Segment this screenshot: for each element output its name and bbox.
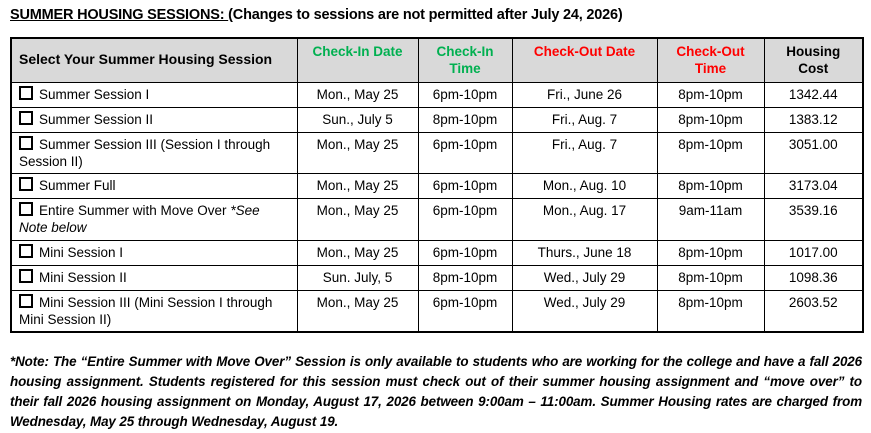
session-cell	[11, 132, 297, 174]
table-row	[11, 174, 863, 199]
checkbox-icon[interactable]	[19, 202, 33, 216]
check-in-date-cell: Sun. July, 5	[297, 265, 418, 290]
header-check-in-time: Check-In Time	[418, 38, 512, 82]
checkbox-icon[interactable]	[19, 86, 33, 100]
table-row	[11, 82, 863, 107]
check-out-date-cell: Mon., Aug. 17	[512, 199, 657, 241]
check-out-date-cell: Wed., July 29	[512, 265, 657, 290]
checkbox-icon[interactable]	[19, 269, 33, 283]
check-out-time-cell: 8pm-10pm	[657, 290, 764, 332]
check-out-time-cell: 8pm-10pm	[657, 82, 764, 107]
check-in-date-cell: Mon., May 25	[297, 132, 418, 174]
table-row	[11, 132, 863, 174]
session-label: Summer Full	[39, 178, 116, 194]
page-title	[10, 7, 862, 23]
session-label: Mini Session II	[39, 269, 127, 285]
footnote: *Note: The “Entire Summer with Move Over” Session is only available to students who are working for the college and have a fall 2026 housing assignment. Students registered for this session must check out of their summer housing assignment and “move over” to their fall 2026 housing assignment on Monday, August 17, 2026 between 9:00am – 11:00am. Summer Housing rates are charged from Wednesday, May 25 through Wednesday, August 19.	[10, 354, 862, 430]
check-in-date-cell: Mon., May 25	[297, 82, 418, 107]
check-in-date-cell: Mon., May 25	[297, 199, 418, 241]
check-out-date-cell: Fri., Aug. 7	[512, 132, 657, 174]
session-cell	[11, 107, 297, 132]
check-out-time-cell: 8pm-10pm	[657, 265, 764, 290]
check-in-date-cell: Sun., July 5	[297, 107, 418, 132]
housing-cost-cell: 1342.44	[764, 82, 863, 107]
check-in-date-cell: Mon., May 25	[297, 174, 418, 199]
check-in-time-cell: 6pm-10pm	[418, 132, 512, 174]
session-cell	[11, 290, 297, 332]
housing-cost-cell: 3539.16	[764, 199, 863, 241]
check-out-date-cell: Fri., June 26	[512, 82, 657, 107]
check-in-time-cell: 6pm-10pm	[418, 174, 512, 199]
header-check-out-time: Check-Out Time	[657, 38, 764, 82]
checkbox-icon[interactable]	[19, 294, 33, 308]
housing-sessions-table	[10, 37, 864, 333]
session-cell	[11, 174, 297, 199]
housing-cost-cell: 3173.04	[764, 174, 863, 199]
check-out-time-cell: 9am-11am	[657, 199, 764, 241]
check-in-time-cell: 6pm-10pm	[418, 82, 512, 107]
housing-cost-cell: 1383.12	[764, 107, 863, 132]
table-row	[11, 290, 863, 332]
check-out-time-cell: 8pm-10pm	[657, 240, 764, 265]
check-out-date-cell: Fri., Aug. 7	[512, 107, 657, 132]
header-check-out-date: Check-Out Date	[512, 38, 657, 82]
check-out-date-cell: Wed., July 29	[512, 290, 657, 332]
session-label: Entire Summer with Move Over	[39, 203, 231, 219]
session-label: Summer Session I	[39, 86, 150, 102]
housing-cost-cell: 1098.36	[764, 265, 863, 290]
housing-cost-cell: 3051.00	[764, 132, 863, 174]
checkbox-icon[interactable]	[19, 136, 33, 150]
session-note-label: *See Note below	[19, 203, 260, 236]
session-label: Mini Session III (Mini Session I through Mini Session II)	[19, 294, 273, 327]
checkbox-icon[interactable]	[19, 177, 33, 191]
check-out-date-cell: Mon., Aug. 10	[512, 174, 657, 199]
page-title-subtitle: (Changes to sessions are not permitted after July 24, 2026)	[228, 7, 623, 23]
table-row	[11, 265, 863, 290]
check-out-date-cell: Thurs., June 18	[512, 240, 657, 265]
check-out-time-cell: 8pm-10pm	[657, 132, 764, 174]
table-row	[11, 107, 863, 132]
page-title-heading: SUMMER HOUSING SESSIONS:	[10, 7, 229, 23]
header-check-in-date: Check-In Date	[297, 38, 418, 82]
check-in-time-cell: 6pm-10pm	[418, 290, 512, 332]
session-cell	[11, 265, 297, 290]
check-in-date-cell: Mon., May 25	[297, 290, 418, 332]
checkbox-icon[interactable]	[19, 244, 33, 258]
checkbox-icon[interactable]	[19, 111, 33, 125]
housing-cost-cell: 1017.00	[764, 240, 863, 265]
session-label: Summer Session III (Session I through Session II)	[19, 136, 271, 169]
housing-cost-cell: 2603.52	[764, 290, 863, 332]
check-in-time-cell: 6pm-10pm	[418, 199, 512, 241]
table-header-row	[11, 38, 863, 82]
session-label: Mini Session I	[39, 244, 124, 260]
check-in-time-cell: 8pm-10pm	[418, 107, 512, 132]
check-in-date-cell: Mon., May 25	[297, 240, 418, 265]
check-out-time-cell: 8pm-10pm	[657, 174, 764, 199]
check-in-time-cell: 6pm-10pm	[418, 240, 512, 265]
session-cell	[11, 82, 297, 107]
check-out-time-cell: 8pm-10pm	[657, 107, 764, 132]
session-label: Summer Session II	[39, 111, 154, 127]
session-cell	[11, 240, 297, 265]
check-in-time-cell: 8pm-10pm	[418, 265, 512, 290]
header-select-session: Select Your Summer Housing Session	[11, 38, 297, 82]
table-row	[11, 199, 863, 241]
session-cell	[11, 199, 297, 241]
header-housing-cost: Housing Cost	[764, 38, 863, 82]
table-row	[11, 240, 863, 265]
